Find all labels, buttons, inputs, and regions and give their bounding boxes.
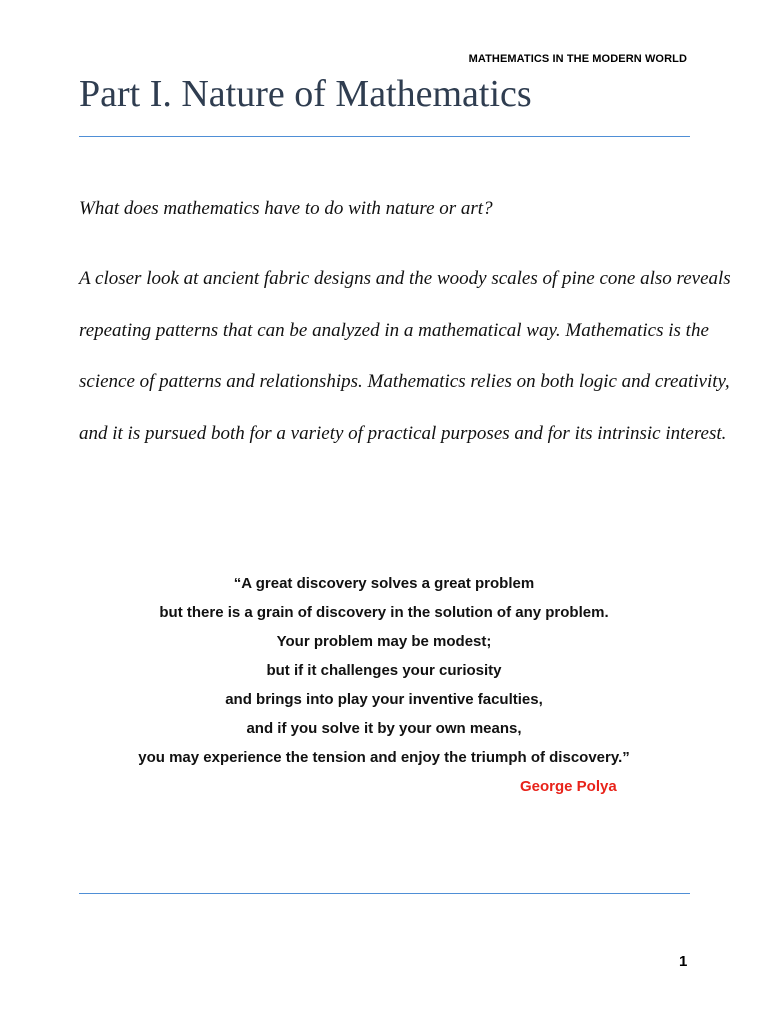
paragraph-line: repeating patterns that can be analyzed in a mathematical way. Mathematics is the: [79, 320, 709, 341]
quote-line: Your problem may be modest;: [276, 633, 492, 650]
page-number: 1: [679, 953, 688, 970]
running-header: MATHEMATICS IN THE MODERN WORLD: [468, 53, 687, 65]
quote-line: and brings into play your inventive faculties,: [225, 691, 543, 708]
paragraph-line: A closer look at ancient fabric designs and the woody scales of pine cone also reveals: [79, 268, 731, 289]
bottom-divider: [79, 893, 690, 894]
paragraph-line: science of patterns and relationships. Mathematics relies on both logic and creativity,: [79, 371, 730, 392]
question-text: What does mathematics have to do with nature or art?: [79, 198, 493, 219]
paragraph-line: and it is pursued both for a variety of practical purposes and for its intrinsic interest.: [79, 423, 727, 444]
quote-line: but if it challenges your curiosity: [266, 662, 502, 679]
quote-line: you may experience the tension and enjoy the triumph of discovery.”: [138, 749, 630, 766]
quote-line: “A great discovery solves a great problem: [233, 575, 535, 592]
top-divider: [79, 136, 690, 137]
quote-line: but there is a grain of discovery in the solution of any problem.: [159, 604, 609, 621]
page-title: Part I. Nature of Mathematics: [79, 73, 532, 115]
quote-line: and if you solve it by your own means,: [246, 720, 522, 737]
quote-author: George Polya: [520, 778, 617, 795]
